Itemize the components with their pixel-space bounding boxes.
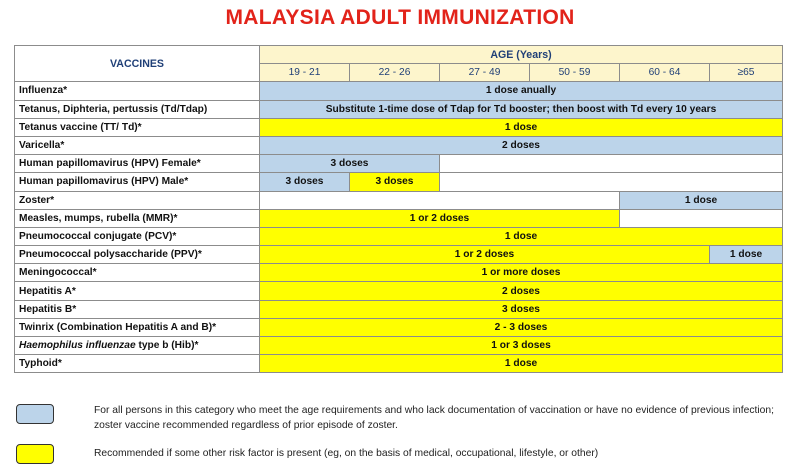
vaccine-name-rest: type b (Hib)* (135, 340, 199, 352)
table-row (15, 318, 783, 336)
vaccine-name: Hepatitis B* (15, 300, 260, 318)
vaccine-name: Human papillomavirus (HPV) Female* (15, 155, 260, 173)
table-row (15, 136, 783, 154)
table-row (15, 227, 783, 245)
table-row (15, 246, 783, 264)
vaccine-name (15, 337, 260, 355)
table-row (15, 191, 783, 209)
table-row (15, 264, 783, 282)
table-row (15, 209, 783, 227)
vaccine-name: Varicella* (15, 136, 260, 154)
table-row (15, 355, 783, 373)
age-range-header: 22 - 26 (350, 64, 440, 82)
dose-cell: 1 or 3 doses (260, 337, 783, 355)
age-range-header: 27 - 49 (440, 64, 530, 82)
dose-cell: 2 - 3 doses (260, 318, 783, 336)
vaccine-name: Meningococcal* (15, 264, 260, 282)
vaccine-name: Hepatitis A* (15, 282, 260, 300)
dose-cell: 3 doses (260, 173, 350, 191)
vaccine-name: Human papillomavirus (HPV) Male* (15, 173, 260, 191)
vaccine-name: Twinrix (Combination Hepatitis A and B)* (15, 318, 260, 336)
dose-cell: 1 dose (260, 227, 783, 245)
dose-cell: Substitute 1-time dose of Tdap for Td booster; then boost with Td every 10 years (260, 100, 783, 118)
age-range-header: ≥65 (710, 64, 783, 82)
page-title: MALAYSIA ADULT IMMUNIZATION (225, 6, 575, 29)
table-row (15, 337, 783, 355)
vaccine-name-italic: Haemophilus influenzae (19, 340, 136, 352)
table-row (15, 118, 783, 136)
age-range-header: 19 - 21 (260, 64, 350, 82)
vaccines-header: VACCINES (15, 46, 260, 82)
immunization-table (14, 45, 783, 373)
age-header: AGE (Years) (260, 46, 783, 64)
legend-text-blue: For all persons in this category who meet the age requirements and who lack documentation of vaccination or have no evidence of previous infection; zoster vaccine recommended regardless of prior episode of zoster. (94, 405, 774, 431)
age-range-header: 50 - 59 (530, 64, 620, 82)
dose-cell (260, 191, 620, 209)
dose-cell: 1 or 2 doses (260, 246, 710, 264)
table-row (15, 82, 783, 100)
vaccine-name: Typhoid* (15, 355, 260, 373)
table-row (15, 100, 783, 118)
dose-cell: 2 doses (260, 136, 783, 154)
legend-text-yellow: Recommended if some other risk factor is present (eg, on the basis of medical, occupational, lifestyle, or other) (94, 448, 599, 459)
table-row (15, 173, 783, 191)
vaccine-name: Pneumococcal conjugate (PCV)* (15, 227, 260, 245)
age-range-header: 60 - 64 (620, 64, 710, 82)
table-row (15, 300, 783, 318)
dose-cell: 1 dose (710, 246, 783, 264)
vaccine-name: Influenza* (15, 82, 260, 100)
dose-cell: 3 doses (350, 173, 440, 191)
table-row (15, 282, 783, 300)
vaccine-name: Measles, mumps, rubella (MMR)* (15, 209, 260, 227)
vaccine-name: Tetanus, Diphteria, pertussis (Td/Tdap) (15, 100, 260, 118)
dose-cell: 3 doses (260, 300, 783, 318)
dose-cell: 3 doses (260, 155, 440, 173)
table-row (15, 155, 783, 173)
dose-cell: 1 or 2 doses (260, 209, 620, 227)
dose-cell: 1 dose anually (260, 82, 783, 100)
vaccine-name: Zoster* (15, 191, 260, 209)
vaccine-name: Pneumococcal polysaccharide (PPV)* (15, 246, 260, 264)
vaccine-name: Tetanus vaccine (TT/ Td)* (15, 118, 260, 136)
dose-cell: 2 doses (260, 282, 783, 300)
dose-cell (440, 173, 783, 191)
legend-swatch-yellow (16, 444, 54, 464)
dose-cell (620, 209, 783, 227)
dose-cell: 1 or more doses (260, 264, 783, 282)
dose-cell: 1 dose (260, 355, 783, 373)
dose-cell (440, 155, 783, 173)
vaccine-rows (15, 82, 783, 373)
dose-cell: 1 dose (620, 191, 783, 209)
dose-cell: 1 dose (260, 118, 783, 136)
legend-swatch-blue (16, 404, 54, 424)
